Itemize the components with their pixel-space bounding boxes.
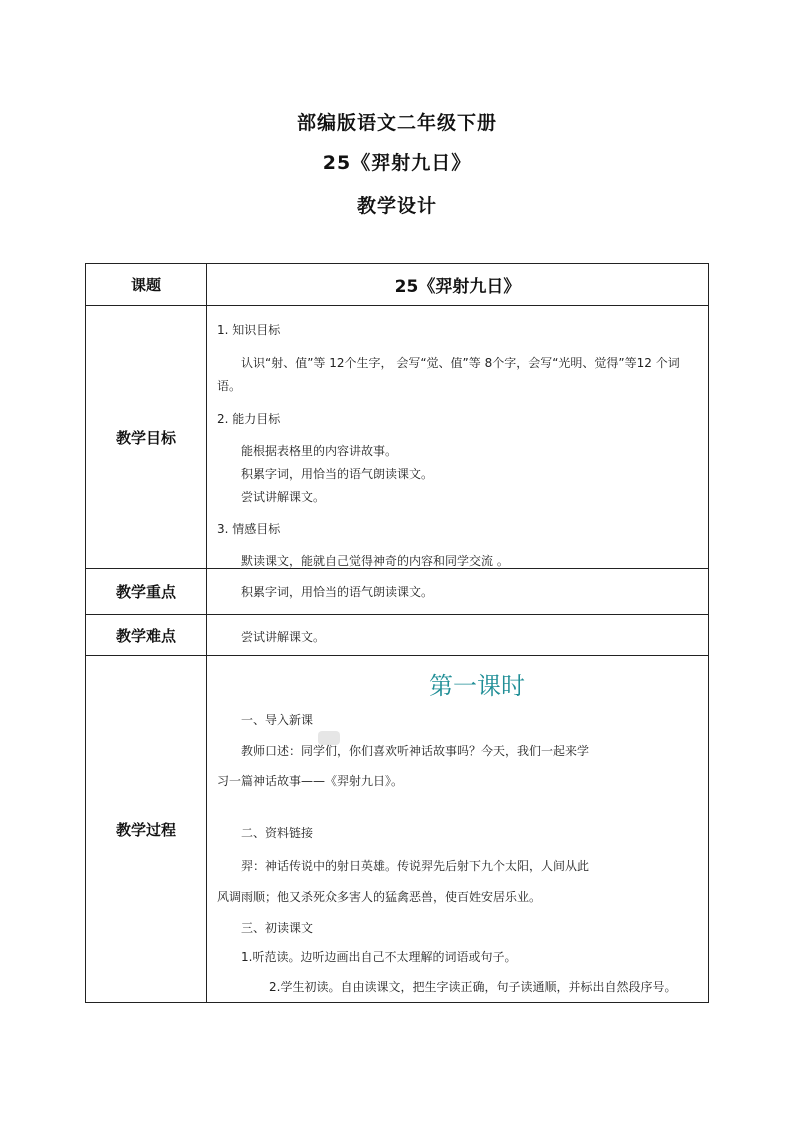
document-subtitle: 教学设计: [356, 195, 437, 217]
goals-row: [86, 306, 709, 569]
section3-item2: 2.学生初读。自由读课文，把生字读正确，句子读通顺，并标出自然段序号。: [269, 980, 677, 994]
process-row: [86, 656, 709, 1003]
process-content: [207, 656, 709, 1003]
section3-title: 三、初读课文: [241, 921, 314, 935]
topic-value: 25《羿射九日》: [207, 264, 709, 306]
section1-line1: 教师口述：同学们，你们喜欢听神话故事吗？今天，我们一起来学: [241, 744, 590, 758]
goal2-item-3: 尝试讲解课文。: [241, 490, 326, 504]
key-text: 积累字词，用恰当的语气朗读课文。: [241, 585, 434, 599]
goal1-title: 1. 知识目标: [217, 323, 281, 337]
goals-content: [207, 306, 709, 569]
goal2-item-2: 积累字词，用恰当的语气朗读课文。: [241, 467, 434, 481]
document-title: 部编版语文二年级下册: [296, 112, 497, 134]
difficulty-text: 尝试讲解课文。: [241, 630, 326, 644]
section3-item1: 1.听范读。边听边画出自己不太理解的词语或句子。: [241, 950, 517, 964]
goal3-title: 3. 情感目标: [217, 522, 281, 536]
process-label: 教学过程: [86, 656, 207, 1003]
goals-label: 教学目标: [86, 306, 207, 569]
section1-title: 一、导入新课: [241, 713, 314, 727]
difficulty-content: [207, 615, 709, 656]
difficulty-label: 教学难点: [86, 615, 207, 656]
topic-row: [86, 264, 709, 306]
lesson-title: 25《羿射九日》: [322, 152, 472, 174]
lesson-plan-table: [85, 263, 709, 1003]
section2-line1: 羿：神话传说中的射日英雄。传说羿先后射下九个太阳，人间从此: [241, 859, 590, 873]
key-label: 教学重点: [86, 569, 207, 615]
topic-label: 课题: [86, 264, 207, 306]
key-content: [207, 569, 709, 615]
session-title: 第一课时: [429, 672, 525, 700]
goal1-text: 认识“射、值”等 12个生字， 会写“觉、值”等 8个字，会写“光明、觉得”等12 个词语。: [217, 356, 680, 393]
goal3-text: 默读课文，能就自己觉得神奇的内容和同学交流 。: [241, 554, 509, 568]
key-row: [86, 569, 709, 615]
section2-line2: 风调雨顺；他又杀死众多害人的猛禽恶兽，使百姓安居乐业。: [217, 890, 542, 904]
goal2-title: 2. 能力目标: [217, 412, 281, 426]
section2-title: 二、资料链接: [241, 826, 314, 840]
difficulty-row: [86, 615, 709, 656]
goal2-item-1: 能根据表格里的内容讲故事。: [241, 444, 398, 458]
section1-line2: 习一篇神话故事——《羿射九日》。: [217, 774, 404, 788]
